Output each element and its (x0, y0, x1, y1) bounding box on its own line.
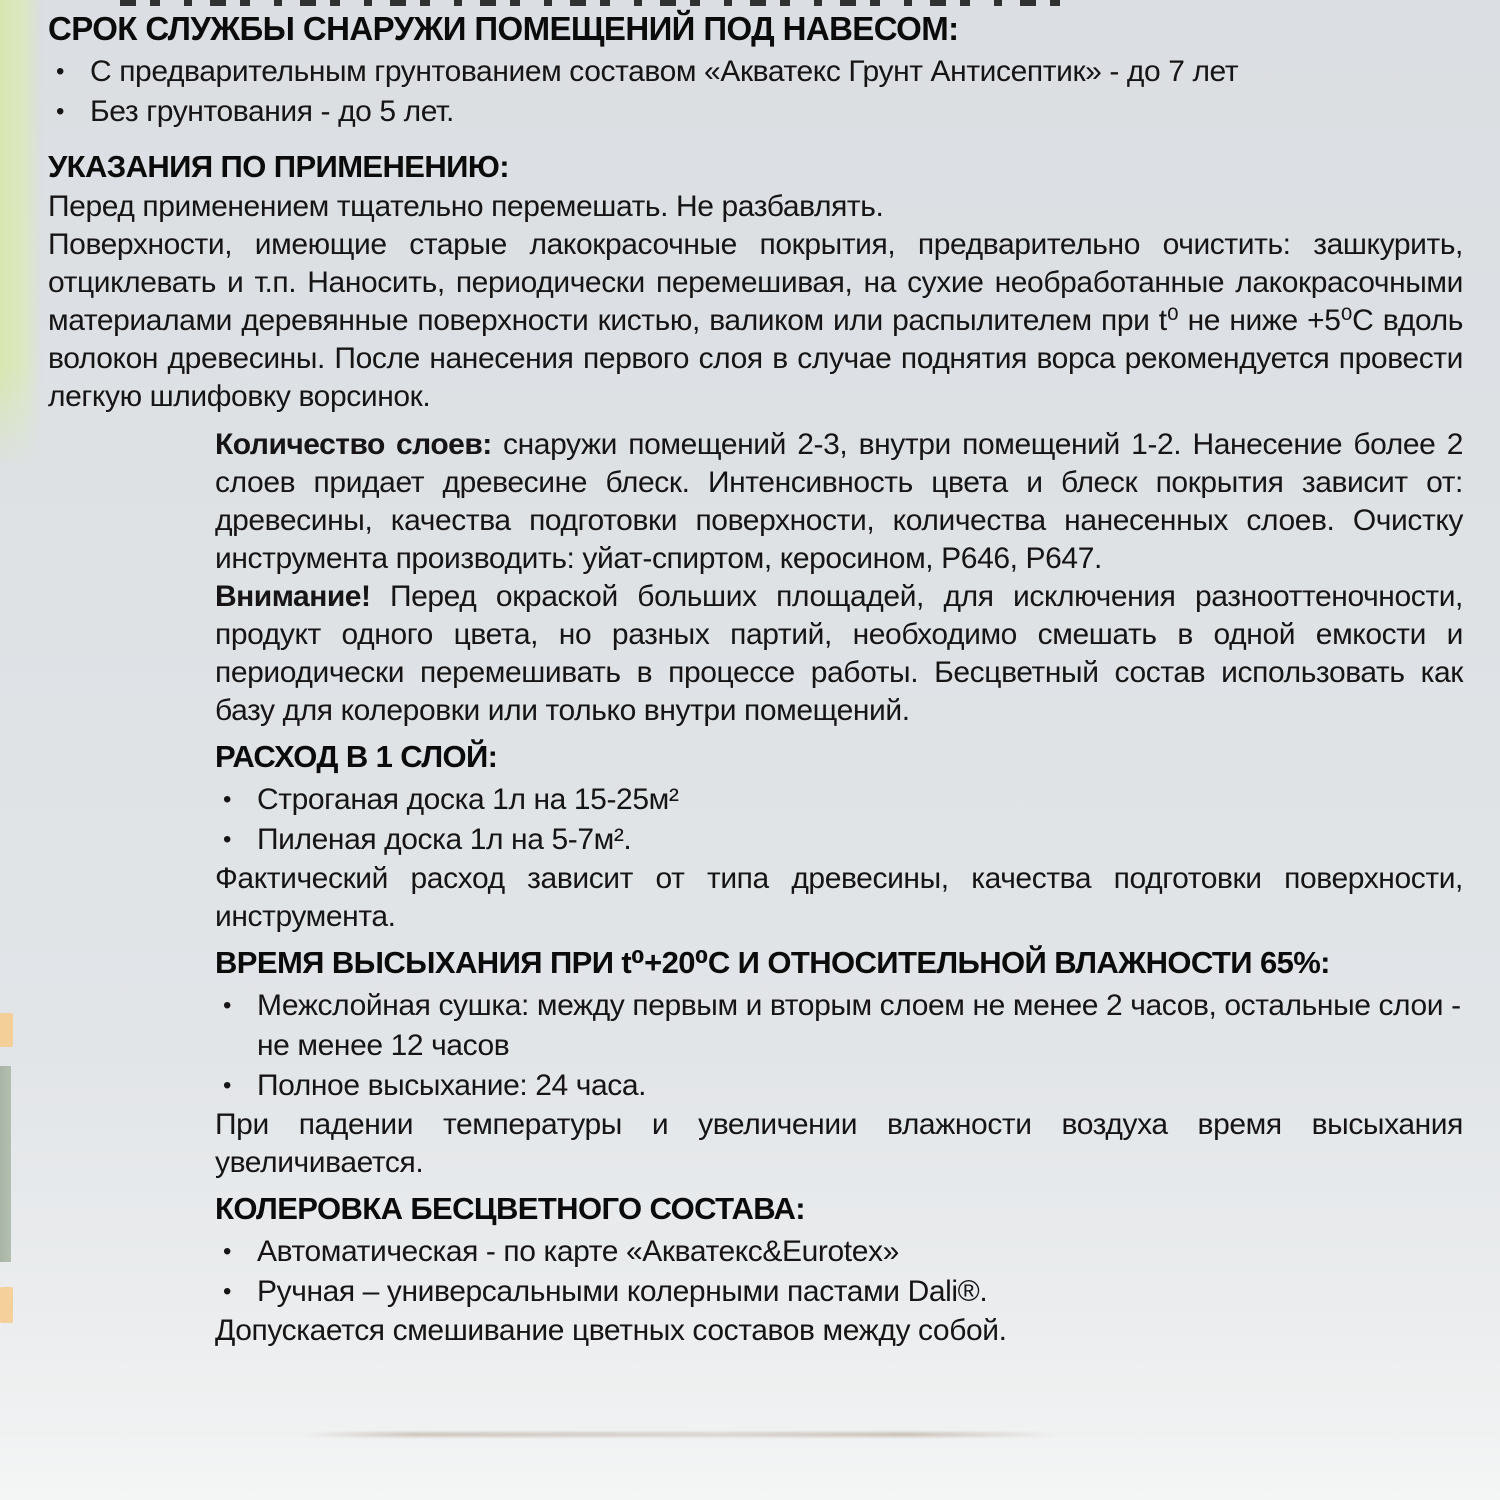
list-item-text: Полное высыхание: 24 часа. (257, 1069, 647, 1102)
list-item (215, 820, 1463, 860)
section-drying (215, 942, 1463, 1182)
tinting-title: КОЛЕРОВКА БЕСЦВЕТНОГО СОСТАВА: (215, 1191, 806, 1226)
drying-title: ВРЕМЯ ВЫСЫХАНИЯ ПРИ t⁰+20⁰С И ОТНОСИТЕЛЬНОЙ ВЛАЖНОСТИ 65%: (215, 945, 1330, 980)
service-life-title: СРОК СЛУЖБЫ СНАРУЖИ ПОМЕЩЕНИЙ ПОД НАВЕСОМ: (48, 10, 959, 47)
layers-lead-text: снаружи помещений 2-3, внутри помещений 1-2. Нанесение более 2 слоев придает древесине блеск. Интенсивность цвета и блеск покрытия зависит от: древесины, качества подготовки поверхности, количества нанесенных слоев. Очистку инструмента производить: уйат-спиртом, керосином, Р646, Р647. (215, 428, 1464, 575)
section-usage (48, 146, 1463, 416)
service-life-list (48, 52, 1463, 132)
usage-paragraph-1: Перед применением тщательно перемешать. Не разбавлять. (48, 190, 884, 223)
bullet-icon: • (223, 1238, 232, 1265)
list-item-text: Без грунтования - до 5 лет. (90, 95, 454, 128)
bullet-icon: • (223, 992, 232, 1019)
layers-warning-paragraph (215, 578, 1463, 730)
list-item (48, 52, 1463, 92)
warning-label: Внимание! (215, 580, 371, 613)
list-item-text: Ручная – универсальными колерными пастами Dali®. (257, 1275, 988, 1308)
bullet-icon: • (223, 786, 232, 813)
list-item (215, 1066, 1463, 1106)
section-consumption (215, 736, 1463, 936)
bullet-icon: • (56, 58, 65, 85)
bullet-icon: • (223, 1278, 232, 1305)
usage-paragraph-2: Поверхности, имеющие старые лакокрасочные покрытия, предварительно очистить: зашкурить, отциклевать и т.п. Наносить, периодически перемешивая, на сухие необработанные лакокрасочными материалами деревянные поверхности кистью, валиком или распылителем при t⁰ не ниже +5⁰С вдоль волокон древесины. После нанесения первого слоя в случае поднятия ворса рекомендуется провести легкую шлифовку ворсинок. (48, 228, 1463, 413)
tinting-list (215, 1232, 1463, 1312)
layers-paragraph (215, 426, 1463, 578)
usage-title: УКАЗАНИЯ ПО ПРИМЕНЕНИЮ: (48, 149, 509, 184)
layers-lead-label: Количество слоев: (215, 428, 492, 461)
bullet-icon: • (56, 98, 65, 125)
consumption-title: РАСХОД В 1 СЛОЙ: (215, 739, 498, 774)
consumption-list (215, 780, 1463, 860)
drying-note: При падении температуры и увеличении влажности воздуха время высыхания увеличивается. (215, 1108, 1463, 1179)
tinting-note: Допускается смешивание цветных составов между собой. (215, 1314, 1007, 1347)
consumption-note: Фактический расход зависит от типа древесины, качества подготовки поверхности, инструмента. (215, 862, 1463, 933)
list-item (48, 92, 1463, 132)
drying-list (215, 986, 1463, 1106)
section-layers (215, 426, 1463, 730)
bullet-icon: • (223, 1072, 232, 1099)
list-item (215, 780, 1463, 820)
list-item-text: Строганая доска 1л на 15-25м² (257, 783, 679, 816)
section-service-life (48, 8, 1463, 132)
list-item (215, 1272, 1463, 1312)
warning-text: Перед окраской больших площадей, для исключения разнооттеночности, продукт одного цвета, но разных партий, необходимо смешать в одной емкости и периодически перемешивать в процессе работы. Бесцветный состав использовать как базу для колеровки или только внутри помещений. (215, 580, 1463, 727)
section-tinting (215, 1188, 1463, 1350)
list-item-text: Пиленая доска 1л на 5-7м². (257, 823, 632, 856)
list-item (215, 1232, 1463, 1272)
list-item (215, 986, 1463, 1066)
bullet-icon: • (223, 826, 232, 853)
list-item-text: С предварительным грунтованием составом «Акватекс Грунт Антисептик» - до 7 лет (90, 55, 1239, 88)
list-item-text: Межслойная сушка: между первым и вторым слоем не менее 2 часов, остальные слои - не менее 12 часов (257, 989, 1461, 1062)
list-item-text: Автоматическая - по карте «Акватекс&Eurotex» (257, 1235, 899, 1268)
